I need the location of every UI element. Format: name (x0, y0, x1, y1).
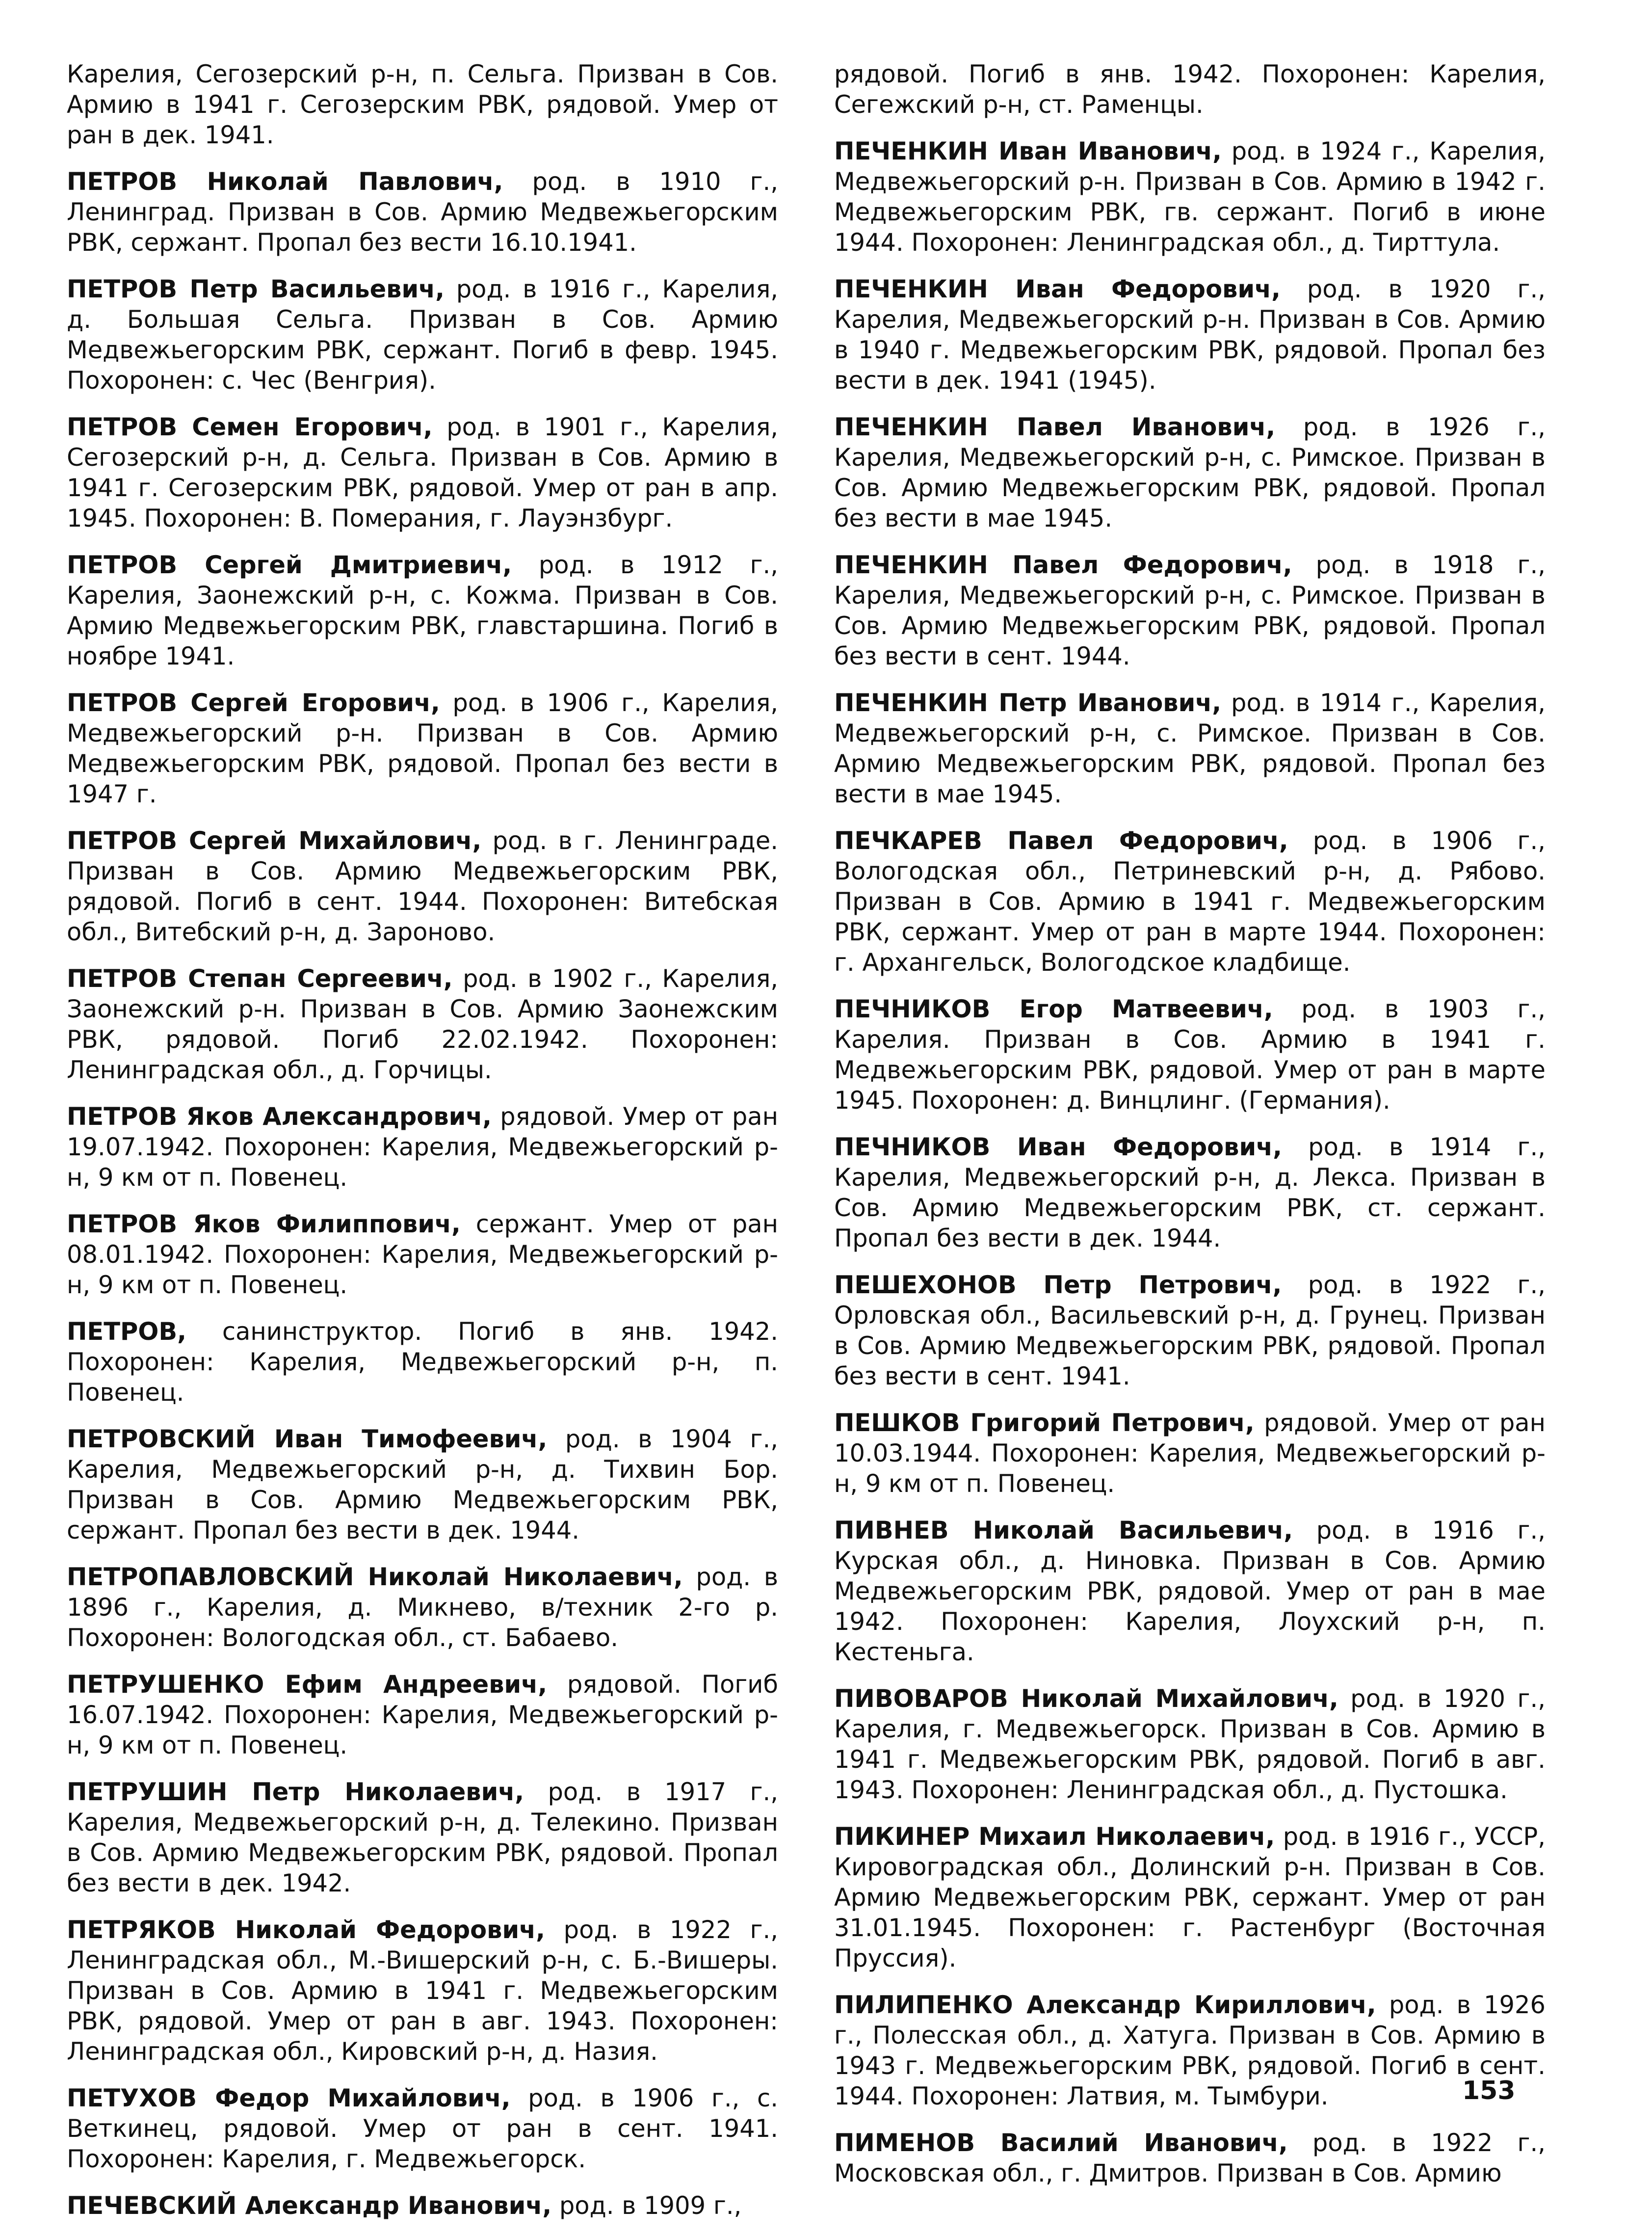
entry-text: сержант. Умер от ран 08.01.1942. Похоронен: Карелия, Медвежьегорский р-н, 9 км от п. Повенец. (67, 1210, 778, 1299)
list-item (834, 274, 1546, 396)
list-item (834, 1270, 1546, 1391)
entry-text: Карелия, Сегозерский р-н, п. Сельга. Призван в Сов. Армию в 1941 г. Сегозерским РВК, рядовой. Умер от ран в дек. 1941. (67, 60, 778, 149)
right-column (834, 59, 1546, 2205)
entry-name: ПЕТРОВ Семен Егорович, (67, 413, 433, 441)
entry-name: ПЕЧЕНКИН Павел Иванович, (834, 413, 1276, 441)
entry-name: ПЕТРОВ Николай Павлович, (67, 167, 503, 196)
entry-name: ПЕЧЕНКИН Иван Федорович, (834, 275, 1281, 303)
list-item (834, 550, 1546, 671)
entry-text: род. в 1901 г., Карелия, Сегозерский р-н, д. Сельга. Призван в Сов. Армию в 1941 г. Сегозерским РВК, рядовой. Умер от ран в апр. 1945. Похоронен: В. Померания, г. Лауэнзбург. (67, 413, 778, 533)
entry-name: ПЕШКОВ Григорий Петрович, (834, 1409, 1255, 1437)
entry-name: ПИМЕНОВ Василий Иванович, (834, 2129, 1288, 2157)
entry-text: род. в 1922 г., Московская обл., г. Дмитров. Призван в Сов. Армию (834, 2129, 1546, 2187)
entry-name: ПЕТРОВ Яков Филиппович, (67, 1210, 461, 1238)
entry-name: ПЕЧЕНКИН Петр Иванович, (834, 689, 1222, 717)
list-item (67, 963, 778, 1085)
entry-text: род. в 1904 г., Карелия, Медвежьегорский р-н, д. Тихвин Бор. Призван в Сов. Армию Медвежьегорским РВК, сержант. Пропал без вести в дек. 1944. (67, 1425, 778, 1545)
entry-name: ПИЛИПЕНКО Александр Кириллович, (834, 1991, 1376, 2019)
entry-text: род. в 1920 г., Карелия, Медвежьегорский р-н. Призван в Сов. Армию в 1940 г. Медвежьегорским РВК, рядовой. Пропал без вести в дек. 1941 (1945). (834, 275, 1546, 395)
entry-name: ПЕТУХОВ Федор Михайлович, (67, 2084, 511, 2112)
entry-name: ПЕТРЯКОВ Николай Федорович, (67, 1916, 545, 1944)
entry-text: род. в 1920 г., Карелия, г. Медвежьегорск. Призван в Сов. Армию в 1941 г. Медвежьегорским РВК, рядовой. Погиб в авг. 1943. Похоронен: Ленинградская обл., д. Пустошка. (834, 1684, 1546, 1804)
entry-text: род. в 1924 г., Карелия, Медвежьегорский р-н. Призван в Сов. Армию в 1942 г. Медвежьегорским РВК, гв. сержант. Погиб в июне 1944. Похоронен: Ленинградская обл., д. Тирттула. (834, 137, 1546, 257)
entry-name: ПЕТРОВ Сергей Дмитриевич, (67, 551, 512, 579)
entry-text: род. в 1914 г., Карелия, Медвежьегорский р-н, д. Лекса. Призван в Сов. Армию Медвежьегорским РВК, ст. сержант. Пропал без вести в дек. 1944. (834, 1133, 1546, 1252)
entry-text: рядовой. Умер от ран 10.03.1944. Похоронен: Карелия, Медвежьегорский р-н, 9 км от п. Повенец. (834, 1409, 1546, 1498)
list-item (67, 1915, 778, 2067)
list-item (67, 274, 778, 396)
list-item (67, 166, 778, 258)
list-item (67, 59, 778, 150)
entry-text: род. в 1910 г., Ленинград. Призван в Сов. Армию Медвежьегорским РВК, сержант. Пропал без вести 16.10.1941. (67, 167, 779, 257)
entry-name: ПЕЧНИКОВ Иван Федорович, (834, 1133, 1282, 1161)
entry-name: ПЕЧНИКОВ Егор Матвеевич, (834, 995, 1273, 1023)
entry-name: ПИВОВАРОВ Николай Михайлович, (834, 1684, 1338, 1713)
entry-text: род. в 1917 г., Карелия, Медвежьегорский р-н, д. Телекино. Призван в Сов. Армию Медвежьегорским РВК, рядовой. Пропал без вести в дек. 1942. (67, 1778, 778, 1897)
entry-text: рядовой. Погиб в янв. 1942. Похоронен: Карелия, Сегежский р-н, ст. Раменцы. (834, 60, 1546, 119)
entry-text: род. в 1912 г., Карелия, Заонежский р-н, с. Кожма. Призван в Сов. Армию Медвежьегорским РВК, главстаршина. Погиб в ноябре 1941. (67, 551, 778, 670)
list-item (67, 2083, 778, 2174)
entry-text: род. в 1896 г., Карелия, д. Микнево, в/техник 2-го р. Похоронен: Вологодская обл., ст. Бабаево. (67, 1563, 778, 1652)
entry-name: ПЕТРОПАВЛОВСКИЙ Николай Николаевич, (67, 1563, 683, 1591)
list-item (834, 136, 1546, 258)
entry-name: ПЕТРОВ Яков Александрович, (67, 1102, 492, 1131)
entry-text: род. в 1916 г., Курская обл., д. Ниновка. Призван в Сов. Армию Медвежьегорским РВК, рядовой. Умер от ран в мае 1942. Похоронен: Карелия, Лоухский р-н, п. Кестеньга. (834, 1516, 1546, 1666)
list-item (67, 2190, 778, 2221)
entry-name: ПЕТРОВСКИЙ Иван Тимофеевич, (67, 1425, 548, 1453)
entry-text: род. в 1906 г., Карелия, Медвежьегорский р-н. Призван в Сов. Армию Медвежьегорским РВК, рядовой. Пропал без вести в 1947 г. (67, 689, 778, 808)
entry-text: род. в 1922 г., Ленинградская обл., М.-Вишерский р-н, с. Б.-Вишеры. Призван в Сов. Армию в 1941 г. Медвежьегорским РВК, рядовой. Умер от ран в авг. 1943. Похоронен: Ленинградская обл., Кировский р-н, д. Назия. (67, 1916, 779, 2066)
list-item (67, 688, 778, 809)
entry-name: ПЕЧЕНКИН Павел Федорович, (834, 551, 1292, 579)
entry-name: ПЕТРОВ, (67, 1317, 186, 1346)
list-item (67, 1777, 778, 1898)
list-item (67, 1562, 778, 1653)
left-column (67, 59, 778, 2237)
list-item (834, 59, 1546, 120)
list-item (834, 2128, 1546, 2188)
entry-name: ПЕЧЕНКИН Иван Иванович, (834, 137, 1222, 165)
list-item (67, 412, 778, 533)
entry-text: род. в г. Ленинграде. Призван в Сов. Армию Медвежьегорским РВК, рядовой. Погиб в сент. 1944. Похоронен: Витебская обл., Витебский р-н, д. Зароново. (67, 826, 778, 946)
list-item (834, 1683, 1546, 1805)
entry-text: рядовой. Погиб 16.07.1942. Похоронен: Карелия, Медвежьегорский р-н, 9 км от п. Повенец. (67, 1670, 778, 1759)
list-item (834, 1990, 1546, 2111)
list-item (67, 1669, 778, 1760)
list-item (834, 1408, 1546, 1499)
entry-text: род. в 1903 г., Карелия. Призван в Сов. Армию в 1941 г. Медвежьегорским РВК, рядовой. Умер от ран в марте 1945. Похоронен: д. Винцлинг. (Германия). (834, 995, 1546, 1115)
entry-text: род. в 1902 г., Карелия, Заонежский р-н. Призван в Сов. Армию Заонежским РВК, рядовой. Погиб 22.02.1942. Похоронен: Ленинградская обл., д. Горчицы. (67, 964, 778, 1084)
list-item (67, 1101, 778, 1193)
list-item (67, 550, 778, 671)
list-item (834, 826, 1546, 978)
entry-text: род. в 1909 г., (551, 2191, 742, 2220)
entry-text: род. в 1906 г., с. Веткинец, рядовой. Умер от ран в сент. 1941. Похоронен: Карелия, г. Медвежьегорск. (67, 2084, 778, 2173)
list-item (834, 1515, 1546, 1667)
entry-text: рядовой. Умер от ран 19.07.1942. Похоронен: Карелия, Медвежьегорский р-н, 9 км от п. Повенец. (67, 1102, 778, 1192)
entry-name: ПЕТРОВ Петр Васильевич, (67, 275, 445, 303)
list-item (834, 412, 1546, 533)
entry-text: род. в 1916 г., Карелия, д. Большая Сельга. Призван в Сов. Армию Медвежьегорским РВК, сержант. Погиб в февр. 1945. Похоронен: с. Чес (Венгрия). (67, 275, 778, 395)
list-item (834, 688, 1546, 809)
entry-name: ПЕЧЕВСКИЙ Александр Иванович, (67, 2191, 552, 2220)
entry-name: ПЕЧКАРЕВ Павел Федорович, (834, 826, 1288, 855)
entry-name: ПЕТРУШИН Петр Николаевич, (67, 1778, 524, 1806)
entry-name: ПЕТРОВ Сергей Егорович, (67, 689, 440, 717)
entry-name: ПИВНЕВ Николай Васильевич, (834, 1516, 1293, 1545)
entry-name: ПЕТРУШЕНКО Ефим Андреевич, (67, 1670, 548, 1699)
list-item (834, 1132, 1546, 1253)
list-item (834, 994, 1546, 1116)
page-number: 153 (1462, 2076, 1516, 2105)
entry-text: род. в 1916 г., УССР, Кировоградская обл., Долинский р-н. Призван в Сов. Армию Медвежьегорским РВК, сержант. Умер от ран 31.01.1945. Похоронен: г. Растенбург (Восточная Пруссия). (834, 1822, 1546, 1972)
entry-name: ПЕТРОВ Степан Сергеевич, (67, 964, 453, 993)
entry-text: род. в 1918 г., Карелия, Медвежьегорский р-н, с. Римское. Призван в Сов. Армию Медвежьегорским РВК, рядовой. Пропал без вести в сент. 1944. (834, 551, 1546, 670)
list-item (67, 1209, 778, 1300)
list-item (67, 1424, 778, 1545)
list-item (834, 1821, 1546, 1973)
list-item (67, 826, 778, 947)
entry-text: санинструктор. Погиб в янв. 1942. Похоронен: Карелия, Медвежьегорский р-н, п. Повенец. (67, 1317, 778, 1407)
entry-name: ПИКИНЕР Михаил Николаевич, (834, 1822, 1275, 1851)
entry-text: род. в 1906 г., Вологодская обл., Петриневский р-н, д. Рябово. Призван в Сов. Армию в 1941 г. Медвежьегорским РВК, сержант. Умер от ран в марте 1944. Похоронен: г. Архангельск, Вологодское кладбище. (834, 826, 1546, 977)
entry-text: род. в 1914 г., Карелия, Медвежьегорский р-н, с. Римское. Призван в Сов. Армию Медвежьегорским РВК, рядовой. Пропал без вести в мае 1945. (834, 689, 1546, 808)
entry-text: род. в 1922 г., Орловская обл., Васильевский р-н, д. Грунец. Призван в Сов. Армию Медвежьегорским РВК, рядовой. Пропал без вести в сент. 1941. (834, 1271, 1546, 1390)
list-item (67, 1316, 778, 1408)
entry-name: ПЕТРОВ Сергей Михайлович, (67, 826, 482, 855)
entry-text: род. в 1926 г., Карелия, Медвежьегорский р-н, с. Римское. Призван в Сов. Армию Медвежьегорским РВК, рядовой. Пропал без вести в мае 1945. (834, 413, 1546, 533)
entry-name: ПЕШЕХОНОВ Петр Петрович, (834, 1271, 1282, 1299)
entry-text: род. в 1926 г., Полесская обл., д. Хатуга. Призван в Сов. Армию в 1943 г. Медвежьегорским РВК, рядовой. Погиб в сент. 1944. Похоронен: Латвия, м. Тымбури. (834, 1991, 1546, 2110)
